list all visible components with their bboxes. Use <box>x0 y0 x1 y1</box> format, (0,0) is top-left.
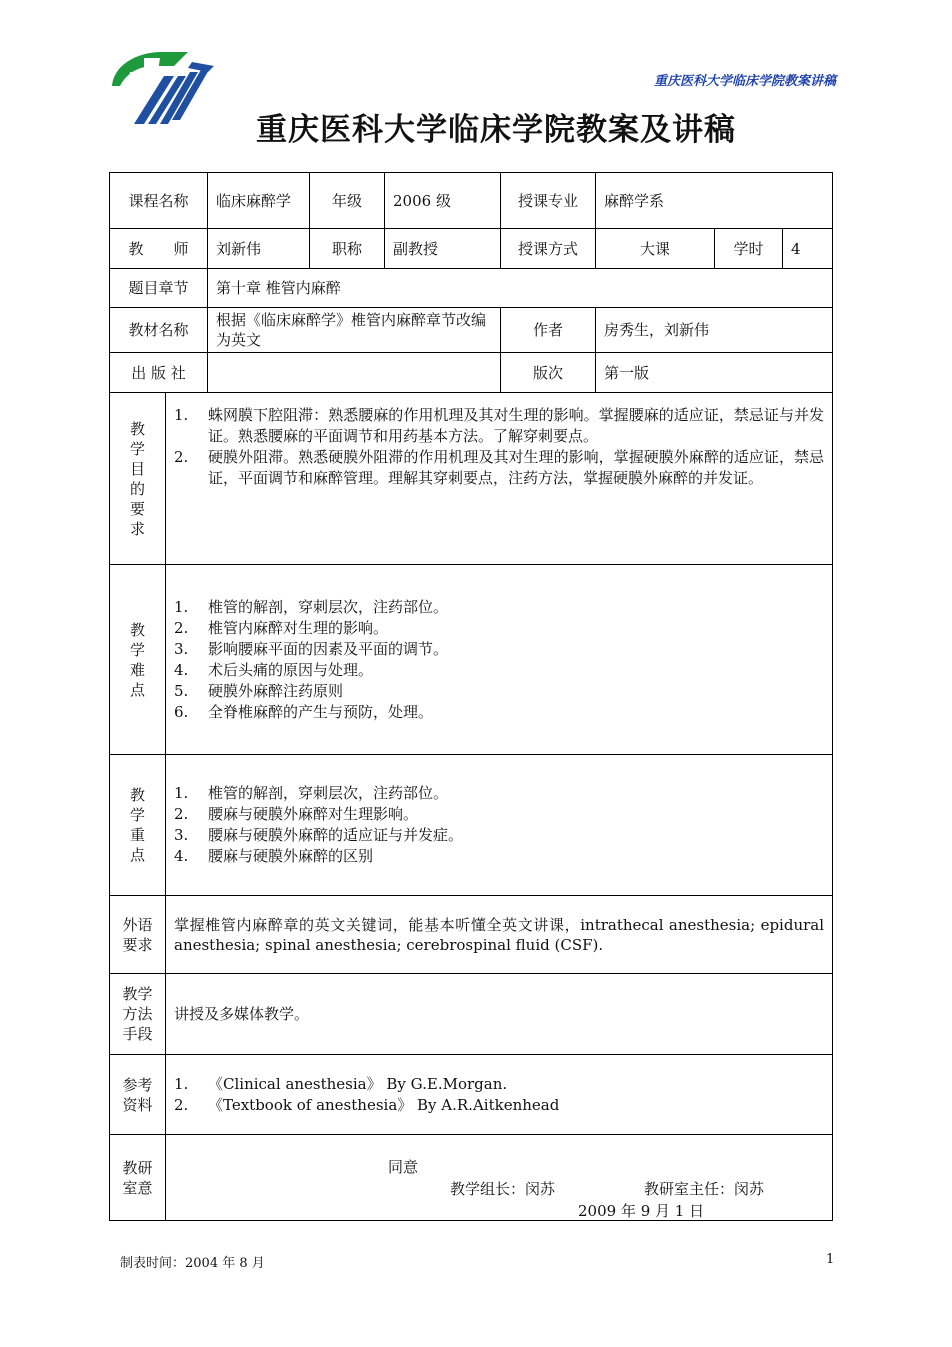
header-tag: 重庆医科大学临床学院教案讲稿 <box>653 74 836 89</box>
objectives-label: 教 学 目 的 要 求 <box>110 393 166 565</box>
references-label: 参考 资料 <box>110 1055 166 1135</box>
list-item: 4. 腰麻与硬膜外麻醉的区别 <box>174 847 374 865</box>
edition-value: 第一版 <box>596 353 833 393</box>
footer-made-time: 制表时间：2004 年 8 月 <box>120 1256 265 1271</box>
publisher-value <box>208 353 501 393</box>
textbook-label: 教材名称 <box>110 308 208 353</box>
director: 教研室主任：闵苏 <box>644 1179 765 1198</box>
method-value: 大课 <box>596 229 715 269</box>
lesson-plan-table <box>109 172 833 1221</box>
list-item: 6. 全脊椎麻醉的产生与预防，处理。 <box>174 702 434 721</box>
list-item: 2. 《Textbook of anesthesia》 By A.R.Aitkenhead <box>174 1095 560 1114</box>
objectives-content <box>166 393 833 565</box>
hours-label: 学时 <box>715 229 783 269</box>
textbook-value: 根据《临床麻醉学》椎管内麻醉章节改编为英文 <box>208 308 501 353</box>
teacher-value: 刘新伟 <box>208 229 310 269</box>
publisher-label: 出 版 社 <box>110 353 208 393</box>
references-content <box>166 1055 833 1135</box>
document-title: 重庆医科大学临床学院教案及讲稿 <box>256 112 736 148</box>
list-item: 4. 术后头痛的原因与处理。 <box>174 660 374 679</box>
difficulties-label: 教 学 难 点 <box>110 565 166 755</box>
major-value: 麻醉学系 <box>596 173 833 229</box>
approval-agree: 同意 <box>388 1157 419 1176</box>
author-value: 房秀生，刘新伟 <box>596 308 833 353</box>
edition-label: 版次 <box>501 353 596 393</box>
language-content: 掌握椎管内麻醉章的英文关键词，能基本听懂全英文讲课，intrathecal anesthesia; epidural anesthesia; spinal anesthesia; cerebrospinal fluid (CSF). <box>166 896 833 974</box>
key-points-content <box>166 755 833 896</box>
grade-value: 2006 级 <box>385 173 501 229</box>
course-name-label: 课程名称 <box>110 173 208 229</box>
list-item: 5. 硬膜外麻醉注药原则 <box>174 681 344 700</box>
method-content: 讲授及多媒体教学。 <box>166 974 833 1055</box>
chapter-label: 题目章节 <box>110 269 208 308</box>
language-label: 外语 要求 <box>110 896 166 974</box>
title-value: 副教授 <box>385 229 501 269</box>
list-item: 1. 椎管的解剖，穿刺层次，注药部位。 <box>174 784 449 802</box>
page-number: 1 <box>826 1252 835 1267</box>
method-label: 授课方式 <box>501 229 596 269</box>
group-leader: 教学组长：闵苏 <box>450 1179 556 1198</box>
hours-value: 4 <box>783 229 833 269</box>
course-name-value: 临床麻醉学 <box>208 173 310 229</box>
author-label: 作者 <box>501 308 596 353</box>
key-points-label: 教 学 重 点 <box>110 755 166 896</box>
list-item: 3. 腰麻与硬膜外麻醉的适应证与并发症。 <box>174 826 464 844</box>
approval-content <box>166 1135 833 1221</box>
list-item: 1. 蛛网膜下腔阻滞：熟悉腰麻的作用机理及其对生理的影响。掌握腰麻的适应证，禁忌证与并发证。熟悉腰麻的平面调节和用药基本方法。了解穿刺要点。 <box>174 406 825 445</box>
grade-label: 年级 <box>310 173 385 229</box>
list-item: 1. 《Clinical anesthesia》 By G.E.Morgan. <box>174 1074 508 1093</box>
method-section-label: 教学 方法 手段 <box>110 974 166 1055</box>
list-item: 2. 腰麻与硬膜外麻醉对生理影响。 <box>174 805 419 823</box>
difficulties-content <box>166 565 833 755</box>
approval-label: 教研 室意 <box>110 1135 166 1221</box>
teacher-label: 教 师 <box>110 229 208 269</box>
chapter-value: 第十章 椎管内麻醉 <box>208 269 833 308</box>
list-item: 2. 硬膜外阻滞。熟悉硬膜外阻滞的作用机理及其对生理的影响，掌握硬膜外麻醉的适应证，禁忌证，平面调节和麻醉管理。理解其穿刺要点，注药方法，掌握硬膜外麻醉的并发证。 <box>174 448 825 487</box>
list-item: 3. 影响腰麻平面的因素及平面的调节。 <box>174 639 449 658</box>
list-item: 2. 椎管内麻醉对生理的影响。 <box>174 618 389 637</box>
list-item: 1. 椎管的解剖，穿刺层次，注药部位。 <box>174 597 449 616</box>
approval-date: 2009 年 9 月 1 日 <box>578 1201 705 1220</box>
major-label: 授课专业 <box>501 173 596 229</box>
title-label: 职称 <box>310 229 385 269</box>
